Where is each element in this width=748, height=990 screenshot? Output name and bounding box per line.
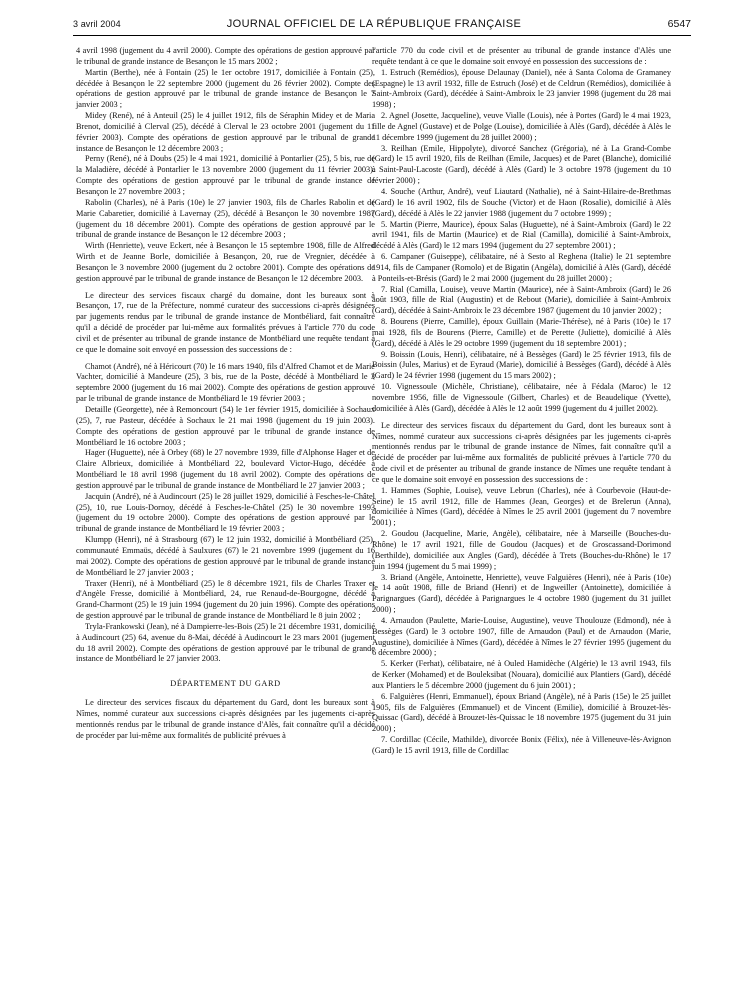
paragraph: Rabolin (Charles), né à Paris (10e) le 27 janvier 1903, fils de Charles Rabolin et de Marie Cabaretier, domicilié à Lavernay (25), décédé à Besançon le 30 novembre 1987 (jugement du 18 décembre 2001). Compte des opérations de gestion approuvé par le tribunal de grande instance de Besançon le 12 décembre 2003 ; [76, 197, 375, 240]
right-column [372, 46, 671, 757]
paragraph: Le directeur des services fiscaux chargé du domaine, dont les bureaux sont à Besançon, 17, rue de la Préfecture, nommé curateur des successions ci-après désignées par jugements rendus par le tribunal de grande instance de Montbéliard, fait connaître qu'il a décidé de procéder par lui-même aux formalités prévues à l'article 770 du code civil et de présenter au tribunal de grande instance de Montbéliard une requête tendant à ce que le domaine soit envoyé en possession des successions de : [76, 290, 375, 354]
paragraph: 9. Boissin (Louis, Henri), célibataire, né à Bessèges (Gard) le 25 février 1913, fils de Boissin (Jules, Marius) et de Eyraud (Marie), domicilié à Bessèges (Gard), décédé à Alès (Gard) le 24 février 1998 (jugement du 15 mars 2002) ; [372, 349, 671, 381]
paragraph: Jacquin (André), né à Audincourt (25) le 28 juillet 1929, domicilié à Fesches-le-Châtel (25), 10, rue Louis-Dornoy, décédé à Fesches-le-Châtel (25) le 30 novembre 1993 (jugement du 19 octobre 2000). Compte des opérations de gestion approuvé par le tribunal de grande instance de Montbéliard le 19 février 2003 ; [76, 491, 375, 534]
paragraph: 8. Bourens (Pierre, Camille), époux Guillain (Marie-Thérèse), né à Paris (10e) le 17 mai 1928, fils de Bourens (Pierre, Camille) et de Perette (Juliette), domicilié à Alès (Gard), décédé à Alès le 29 octobre 1999 (jugement du 18 septembre 2001) ; [372, 317, 671, 348]
paragraph: 6. Campaner (Guiseppe), célibataire, né à Sesto al Reghena (Italie) le 21 septembre 1914, fils de Campaner (Romolo) et de Bigatin (Angèla), domicilié à Alès (Gard), décédé à Ponteils-et-Brésis (Gard) le 2 mai 2000 (jugement du 28 juillet 2000) ; [372, 252, 671, 283]
paragraph: Tryla-Frankowski (Jean), né à Dampierre-les-Bois (25) le 21 décembre 1931, domicilié à Audincourt (25) 64, avenue du 8-Mai, décédé à Audincourt le 23 mars 2001 (jugement du 18 avril 2002). Compte des opérations de gestion approuvé par le tribunal de grande instance de Montbéliard le 27 janvier 2003. [76, 621, 376, 664]
paragraph: 3. Reilhan (Emile, Hippolyte), divorcé Sanchez (Grégoria), né à La Grand-Combe (Gard) le 15 avril 1920, fils de Reilhan (Emile, Jacques) et de Paret (Blanche), domicilié à Saint-Paul-Lacoste (Gard), décédé à Alès (Gard) le 3 octobre 1978 (jugement du 10 février 2000) ; [372, 143, 671, 186]
paragraph: l'article 770 du code civil et de présenter au tribunal de grande instance d'Alès une requête tendant à ce que le domaine soit envoyé en possession des successions de : [372, 46, 671, 66]
paragraph: Detaille (Georgette), née à Remoncourt (54) le 1er février 1915, domiciliée à Sochaux (25), 7, rue Pasteur, décédée à Sochaux le 21 mai 1998 (jugement du 19 juin 2003). Compte des opérations de gestion approuvé par le tribunal de grande instance de Montbéliard le 16 octobre 2003 ; [76, 405, 375, 447]
paragraph: Hager (Huguette), née à Orbey (68) le 27 novembre 1939, fille d'Alphonse Hager et de Claire Albrieux, domiciliée à Montbéliard 22, boulevard Victor-Hugo, décédée à Montbéliard le 18 avril 1998 (jugement du 18 avril 2002). Compte des opérations de gestion approuvé par le tribunal de grande instance de Montbéliard le 27 janvier 2003 ; [76, 448, 375, 490]
paragraph: 4. Souche (Arthur, André), veuf Liautard (Nathalie), né à Saint-Hilaire-de-Brethmas (Gard) le 16 avril 1902, fils de Souche (Victor) et de Haon (Rosalie), domicilié à Alès (Gard), décédé à Alès le 22 janvier 1988 (jugement du 7 octobre 1999) ; [372, 186, 671, 218]
header-rule [73, 35, 691, 36]
paragraph: Chamot (André), né à Héricourt (70) le 16 mars 1940, fils d'Alfred Chamot et de Marie Vachter, domicilié à Mandeure (25), 3 bis, rue de la Poste, décédé à Montbéliard le 3 septembre 2000 (jugement du 16 mai 2002). Compte des opérations de gestion approuvé par le tribunal de grande instance de Montbéliard le 19 février 2003 ; [76, 361, 375, 404]
left-column [76, 46, 375, 741]
issue-date: 3 avril 2004 [73, 19, 121, 29]
journal-title: JOURNAL OFFICIEL DE LA RÉPUBLIQUE FRANÇAISE [226, 18, 522, 30]
section-heading: DÉPARTEMENT DU GARD [170, 679, 281, 689]
paragraph: Le directeur des services fiscaux du département du Gard, dont les bureaux sont à Nîmes, nommé curateur aux successions ci-après désignées par les jugements ci-après mentionnés rendus par le tribunal de grande instance de Nîmes, fait connaître qu'il a décidé de procéder par lui-même aux formalités de publicité prévues à l'article 770 du code civil et de présenter au tribunal de grande instance de Nîmes une requête tendant à ce que le domaine soit envoyé en possession des successions de : [372, 420, 671, 484]
paragraph: Traxer (Henri), né à Montbéliard (25) le 8 décembre 1921, fils de Charles Traxer et d'Angèle Fresse, domicilié à Montbéliard, 24, rue Renaud-de-Bourgogne, décédé à Grand-Charmont (25) le 19 juin 1994 (jugement du 20 juin 1996). Compte des opérations de gestion approuvé par le tribunal de grande instance de Montbéliard le 8 juin 2002 ; [76, 578, 375, 621]
paragraph: 5. Kerker (Ferhat), célibataire, né à Ouled Hamidèche (Algérie) le 13 avril 1943, fils de Kerker (Mohamed) et de Bouleksibat (Nouara), domicilié aux Plantiers (Gard), décédé aux Plantiers le 5 décembre 2000 (jugement du 6 juin 2001) ; [372, 659, 671, 690]
paragraph: 1. Estruch (Remédios), épouse Delaunay (Daniel), née à Santa Coloma de Gramaney (Espagne) le 13 avril 1932, fille de Estruch (José) et de Celdrun (Remédios), domiciliée à Saint-Ambroix (Gard), décédée à Saint-Ambroix le 23 janvier 1998 (jugement du 28 mai 1998) ; [372, 67, 671, 110]
paragraph: 6. Falguières (Henri, Emmanuel), époux Briand (Angèle), né à Paris (15e) le 25 juillet 1905, fils de Falguières (Emmanuel) et de Vincent (Emilie), domicilié à Brouzet-lès-Quissac (Gard), décédé à Brouzet-lès-Quissac le 18 novembre 1975 (jugement du 31 juin 2000) ; [372, 691, 671, 734]
paragraph: Klumpp (Henri), né à Strasbourg (67) le 12 juin 1932, domicilié à Montbéliard (25), communauté Emmaüs, décédé à Saulxures (67) le 21 novembre 1999 (jugement du 16 mai 2002). Compte des opérations de gestion approuvé par le tribunal de grande instance de Montbéliard le 27 janvier 2003 ; [76, 535, 375, 577]
paragraph: 10. Vignessoule (Michèle, Christiane), célibataire, née à Fédala (Maroc) le 12 novembre 1956, fille de Vignessoule (Gilbert, Charles) et de Beaudelique (Yvette), domiciliée à Alès (Gard), décédée à Alès le 12 août 1999 (jugement du 4 juillet 2002). [372, 382, 671, 413]
paragraph: 1. Hammes (Sophie, Louise), veuve Lebrun (Charles), née à Courbevoie (Haut-de-Seine) le 15 avril 1912, fille de Hammes (Jean, Georges) et de Brelerun (Anna), domiciliée à Nîmes (Gard), décédée à Nîmes le 25 avril 2001 (jugement du 7 novembre 2001) ; [372, 485, 671, 528]
paragraph: Wirth (Henriette), veuve Eckert, née à Besançon le 15 septembre 1908, fille de Alfred Wirth et de Jeanne Borle, domiciliée à Besançon, 20, rue de Vregnier, décédée à Besançon le 3 novembre 2000 (jugement du 2 octobre 2001). Compte des opérations de gestion approuvé par le tribunal de grande instance de Besançon le 12 décembre 2003. [76, 241, 375, 283]
page-header [0, 0, 748, 40]
paragraph: 4 avril 1998 (jugement du 4 avril 2000). Compte des opérations de gestion approuvé par le tribunal de grande instance de Besançon le 15 mars 2002 ; [76, 46, 375, 66]
paragraph: Martin (Berthe), née à Fontain (25) le 1er octobre 1917, domiciliée à Fontain (25), décédée à Besançon le 22 septembre 2000 (jugement du 26 février 2002). Compte des opérations de gestion approuvé par le tribunal de grande instance de Besançon le 7 janvier 2003 ; [76, 67, 375, 110]
paragraph: 4. Arnaudon (Paulette, Marie-Louise, Augustine), veuve Thoulouze (Edmond), née à Bessèges (Gard) le 3 octobre 1907, fille de Arnaudon (Paul) et de Arnaudon (Marie, Augustine), domiciliée à Nîmes (Gard), décédée à Nîmes le 27 février 1995 (jugement du 6 décembre 2000) ; [372, 615, 671, 658]
page-number: 6547 [667, 18, 691, 30]
paragraph: 2. Agnel (Josette, Jacqueline), veuve Vialle (Louis), née à Portes (Gard) le 4 mai 1923, fille de Agnel (Gustave) et de Polge (Louise), domiciliée à Alès (Gard), décédée à Alès le 11 décembre 1999 (jugement du 28 juillet 2000) ; [372, 111, 671, 142]
paragraph: 7. Cordillac (Cécile, Mathilde), divorcée Bonix (Félix), née à Villeneuve-lès-Avignon (Gard) le 15 avril 1913, fille de Cordillac [372, 735, 671, 755]
paragraph: Midey (René), né à Anteuil (25) le 4 juillet 1912, fils de Séraphin Midey et de Maria Brenot, domicilié à Clerval (25), décédé à Clerval le 23 octobre 2001 (jugement du 11 février 2003). Compte des opérations de gestion approuvé par le tribunal de grande instance de Besançon le 12 décembre 2003 ; [76, 111, 375, 153]
paragraph: 3. Briand (Angèle, Antoinette, Henriette), veuve Falguières (Henri), née à Paris (10e) le 14 août 1908, fille de Briand (Henri) et de Ingweiller (Antoinette), domiciliée à Parignargues (Gard), décédée à Parignargues le 4 octobre 1980 (jugement du 31 juillet 2000) ; [372, 572, 671, 615]
paragraph: 5. Martin (Pierre, Maurice), époux Salas (Huguette), né à Saint-Ambroix (Gard) le 22 avril 1941, fils de Martin (Maurice) et de Rial (Camilla), domicilié à Saint-Ambroix, décédé à Alès (Gard) le 12 mars 1994 (jugement du 27 septembre 2001) ; [372, 219, 671, 251]
paragraph: 7. Rial (Camilla, Louise), veuve Martin (Maurice), née à Saint-Ambroix (Gard) le 26 août 1903, fille de Rial (Augustin) et de Rebout (Marie), domiciliée à Saint-Ambroix (Gard), décédée à Saint-Ambroix le 23 décembre 1987 (jugement du 10 janvier 2002) ; [372, 284, 671, 316]
paragraph: 2. Goudou (Jacqueline, Marie, Angèle), célibataire, née à Marseille (Bouches-du-Rhône) le 17 avril 1921, fille de Goudou (Jacques) et de Groscassand-Dorimond (Berthilde), domiciliée aux Angles (Gard), décédée à Trets (Bouches-du-Rhône) le 17 juin 1994 (jugement du 5 mai 1999) ; [372, 529, 671, 571]
paragraph: Le directeur des services fiscaux du département du Gard, dont les bureaux sont à Nîmes, nommé curateur aux successions ci-après désignées par les jugements ci-après mentionnés rendus par le tribunal de grande instance d'Alès, fait connaître qu'il a décidé de procéder par lui-même aux formalités de publicité prévues à [76, 698, 375, 740]
paragraph: Perny (René), né à Doubs (25) le 4 mai 1921, domicilié à Pontarlier (25), 5 bis, rue de la Maladière, décédé à Pontarlier le 13 novembre 2000 (jugement du 11 février 2003). Compte des opérations de gestion approuvé par le tribunal de grande instance de Besançon le 27 novembre 2003 ; [76, 154, 375, 196]
